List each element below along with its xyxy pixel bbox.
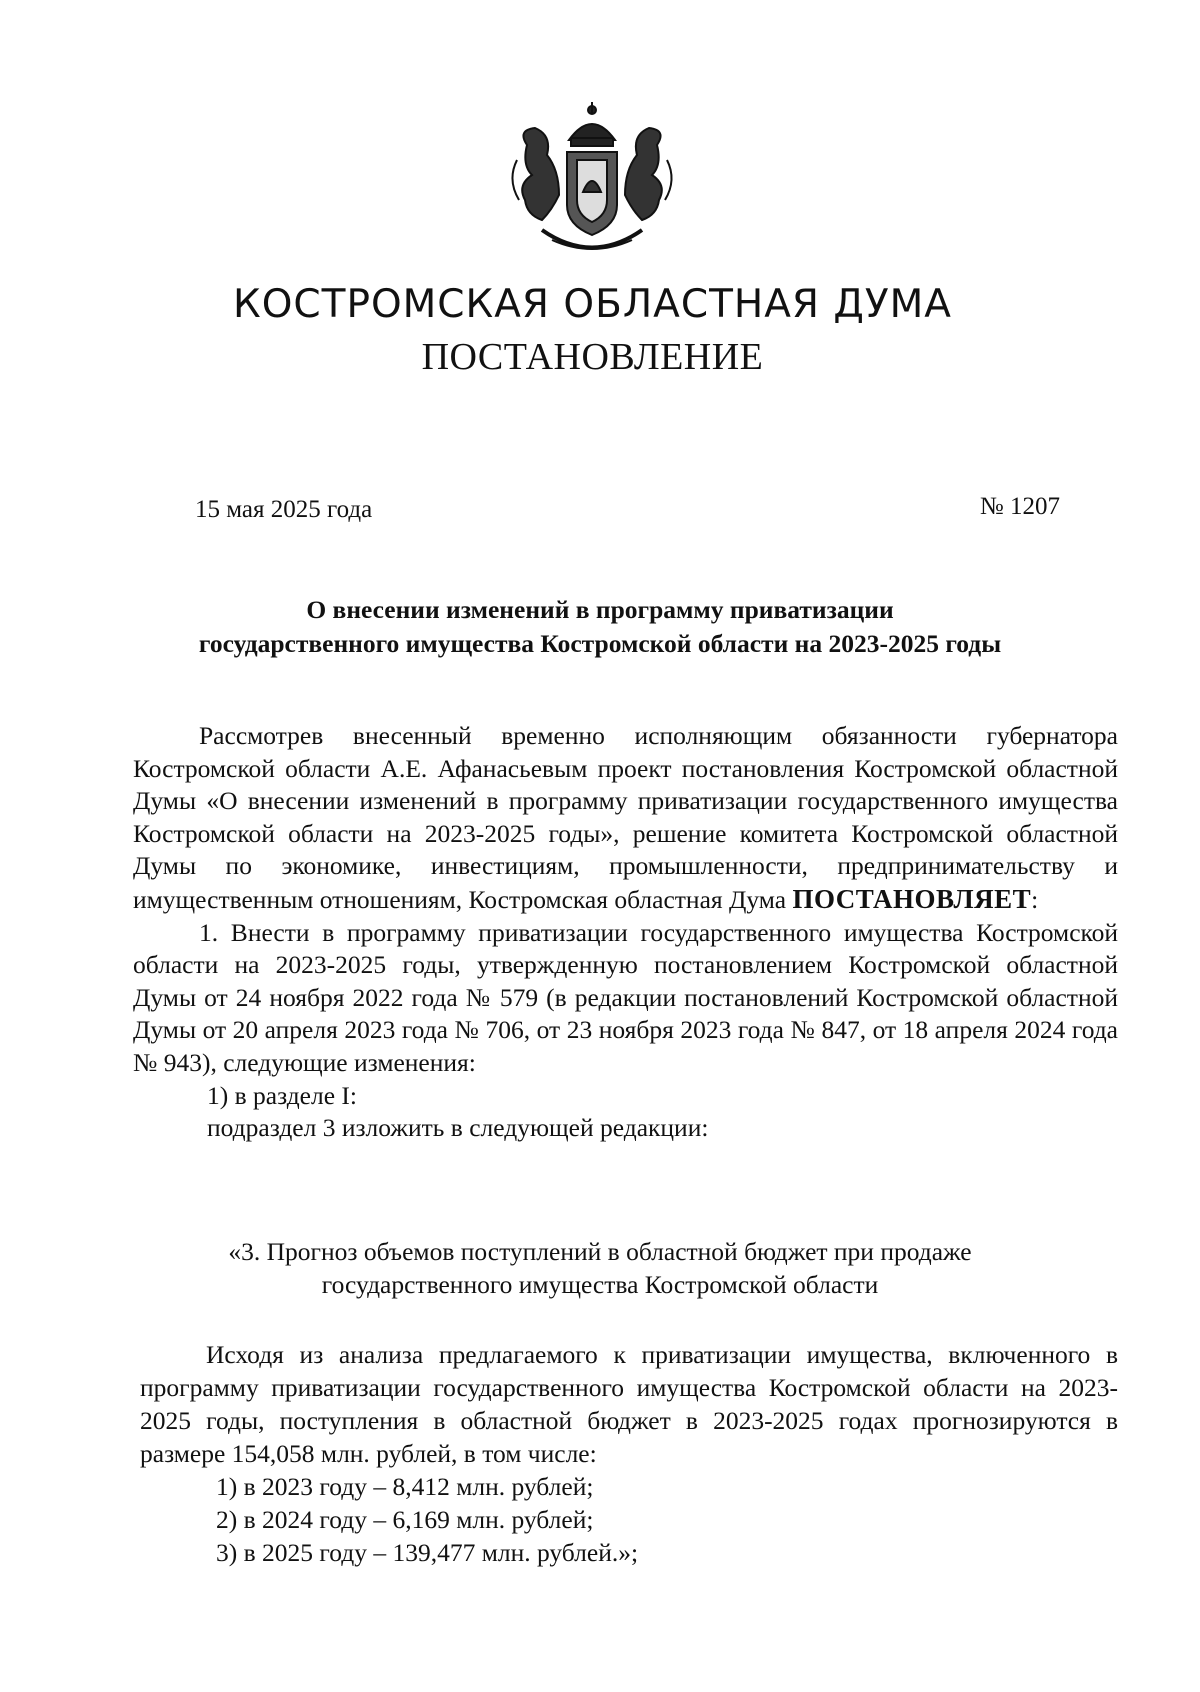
preamble-text: Рассмотрев внесенный временно исполняющим обязанности губернатора Костромской области А.Е. Афанасьевым проект постановления Костромской областной Думы «О внесении изменений в программу приватизации государственного имущества Костромской области на 2023-2025 годы», решение комитета Костромской областной Думы по экономике, инвестициям, промышленности, предпринимательству и имущественным отношениям, Костромская областная Дума <box>133 721 1118 914</box>
forecast-item: 1) в 2023 году – 8,412 млн. рублей; <box>216 1472 594 1501</box>
section-title <box>150 1235 1050 1301</box>
forecast-item: 2) в 2024 году – 6,169 млн. рублей; <box>216 1505 594 1534</box>
coat-of-arms-icon <box>497 100 687 265</box>
document-type: ПОСТАНОВЛЕНИЕ <box>421 336 764 378</box>
document-title <box>150 593 1050 661</box>
section-title-line-2: государственного имущества Костромской области <box>321 1270 879 1299</box>
title-line-2: государственного имущества Костромской области на 2023-2025 годы <box>198 629 1002 658</box>
section-title-line-1: «3. Прогноз объемов поступлений в областной бюджет при продаже <box>228 1237 972 1266</box>
forecast-paragraph: Исходя из анализа предлагаемого к приватизации имущества, включенного в программу приватизации государственного имущества Костромской области на 2023-2025 годы, поступления в областной бюджет в 2023-2025 годах прогнозируются в размере 154,058 млн. рублей, в том числе: <box>140 1340 1118 1468</box>
document-number: № 1207 <box>979 493 1060 520</box>
clause-1-sub-1-text: подраздел 3 изложить в следующей редакции: <box>207 1113 709 1143</box>
forecast-item: 3) в 2025 году – 139,477 млн. рублей.»; <box>216 1538 639 1567</box>
resolves-word: ПОСТАНОВЛЯЕТ <box>792 883 1032 914</box>
clause-1-paragraph: 1. Внести в программу приватизации государственного имущества Костромской области на 2023-2025 годы, утвержденную постановлением Костромской областной Думы от 24 ноября 2022 года № 579 (в редакции постановлений Костромской областной Думы от 20 апреля 2023 года № 706, от 23 ноября 2023 года № 847, от 18 апреля 2024 года № 943), следующие изменения: <box>133 917 1118 1077</box>
document-date: 15 мая 2025 года <box>195 496 373 523</box>
resolves-colon: : <box>1031 884 1039 914</box>
title-line-1: О внесении изменений в программу приватизации <box>306 595 894 624</box>
forecast-items <box>140 1470 1118 1569</box>
clause-1-sub-1: 1) в разделе I: <box>207 1080 357 1110</box>
preamble-paragraph <box>133 720 1118 917</box>
document-body <box>133 720 1118 1145</box>
forecast-body <box>140 1338 1118 1569</box>
organization-title: КОСТРОМСКАЯ ОБЛАСТНАЯ ДУМА <box>233 282 952 327</box>
